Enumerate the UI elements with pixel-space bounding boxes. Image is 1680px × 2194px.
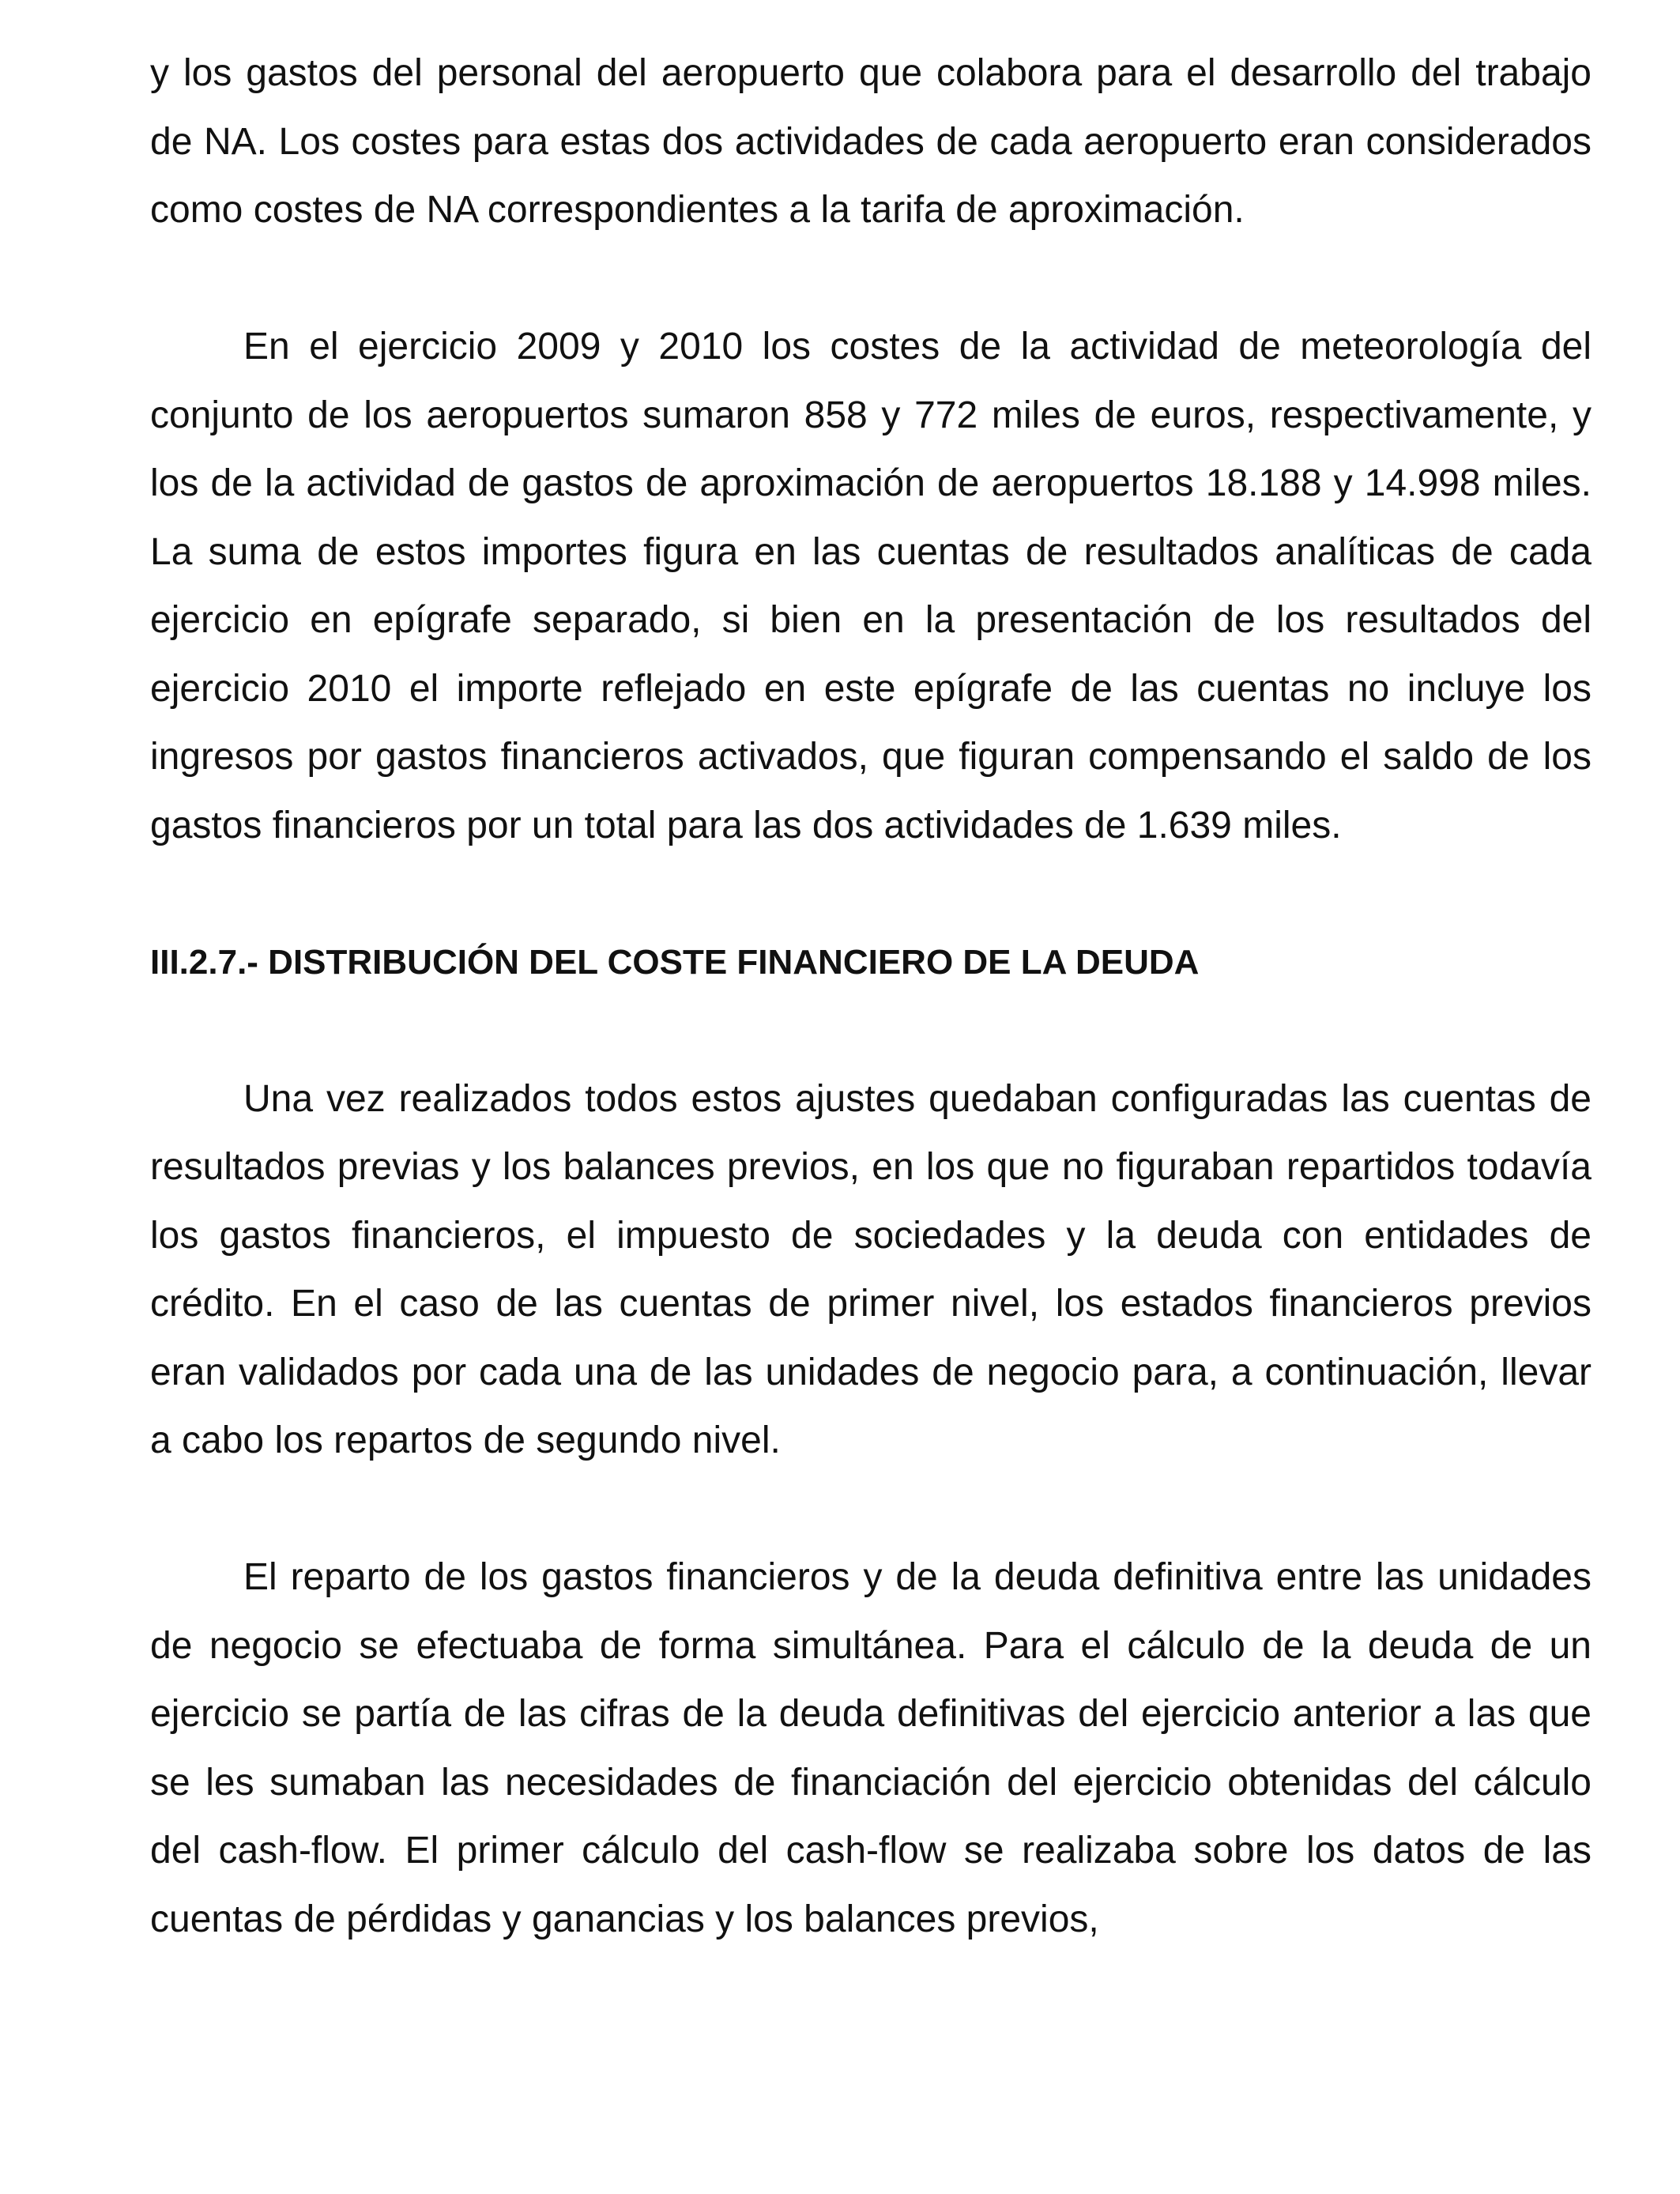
section-heading: III.2.7.- DISTRIBUCIÓN DEL COSTE FINANCIERO DE LA DEUDA bbox=[150, 942, 1200, 982]
document-page bbox=[150, 40, 1591, 1954]
paragraph-debt-distribution: El reparto de los gastos financieros y de la deuda definitiva entre las unidades de negocio se efectuaba de forma simultánea. Para el cálculo de la deuda de un ejercicio se partía de las cifras de la deuda definitivas del ejercicio anterior a las que se les sumaban las necesidades de financiación del ejercicio obtenidas del cálculo del cash-flow. El primer cálculo del cash-flow se realizaba sobre los datos de las cuentas de pérdidas y ganancias y los balances previos, bbox=[150, 1556, 1591, 1940]
paragraph-adjustments: Una vez realizados todos estos ajustes quedaban configuradas las cuentas de resultados previas y los balances previos, en los que no figuraban repartidos todavía los gastos financieros, el impuesto de sociedades y la deuda con entidades de crédito. En el caso de las cuentas de primer nivel, los estados financieros previos eran validados por cada una de las unidades de negocio para, a continuación, llevar a cabo los repartos de segundo nivel. bbox=[150, 1077, 1591, 1461]
paragraph-meteorology-costs: En el ejercicio 2009 y 2010 los costes de la actividad de meteorología del conjunto de los aeropuertos sumaron 858 y 772 miles de euros, respectivamente, y los de la actividad de gastos de aproximación de aeropuertos 18.188 y 14.998 miles. La suma de estos importes figura en las cuentas de resultados analíticas de cada ejercicio en epígrafe separado, si bien en la presentación de los resultados del ejercicio 2010 el importe reflejado en este epígrafe de las cuentas no incluye los ingresos por gastos financieros activados, que figuran compensando el saldo de los gastos financieros por un total para las dos actividades de 1.639 miles. bbox=[150, 326, 1591, 846]
paragraph-na-costs-continuation: y los gastos del personal del aeropuerto que colabora para el desarrollo del trabajo de NA. Los costes para estas dos actividades de cada aeropuerto eran considerados como costes de NA correspondientes a la tarifa de aproximación. bbox=[150, 52, 1591, 231]
